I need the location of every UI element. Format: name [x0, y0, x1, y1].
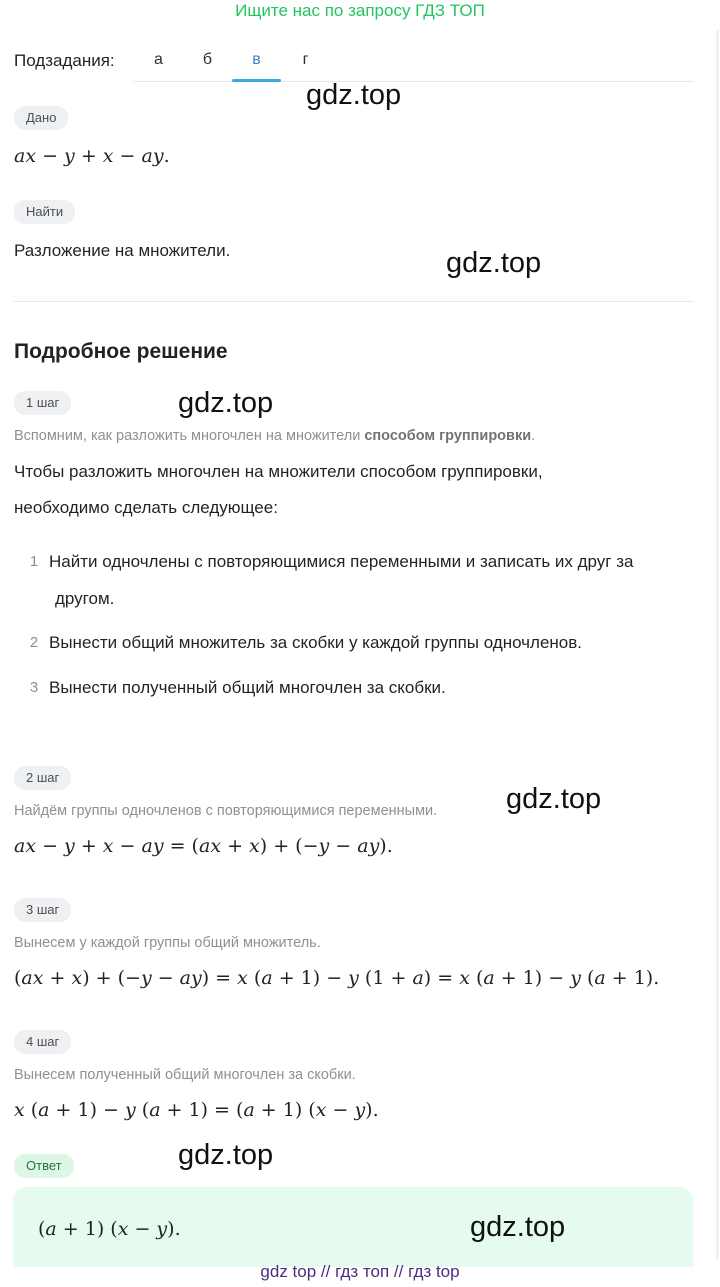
tab-b[interactable]: б	[202, 51, 213, 68]
step1-hint-bold: способом группировки	[364, 428, 532, 444]
find-text: Разложение на множители.	[14, 241, 231, 260]
footer-links[interactable]: gdz top // гдз топ // гдз top	[260, 1262, 460, 1281]
step3-formula: (ax + x) + (−y − ay) = x (a + 1) − y (1 + a) = x (a + 1) − y (a + 1).	[14, 967, 660, 989]
step4-hint: Вынесем полученный общий многочлен за скобки.	[14, 1067, 356, 1083]
given-formula: ax − y + x − ay.	[14, 145, 170, 167]
tab-v[interactable]: в	[232, 44, 281, 81]
find-label: Найти	[14, 200, 75, 224]
subtasks-tabs	[134, 44, 694, 82]
answer-badge	[14, 1154, 74, 1178]
step4-formula: x (a + 1) − y (a + 1) = (a + 1) (x − y).	[14, 1099, 379, 1121]
step2-label: 2 шаг	[14, 766, 71, 790]
list-item-1-number: 1	[29, 553, 39, 570]
given-label: Дано	[14, 106, 68, 130]
step2-badge	[14, 766, 71, 790]
watermark: gdz.top	[470, 1211, 566, 1243]
watermark: gdz.top	[446, 247, 542, 279]
watermark: gdz.top	[506, 783, 602, 815]
scrollbar[interactable]	[716, 30, 719, 1260]
step1-line2: необходимо сделать следующее:	[14, 498, 278, 517]
step3-label: 3 шаг	[14, 898, 71, 922]
watermark: gdz.top	[178, 387, 274, 419]
list-item-1-text: Найти одночлены с повторяющимися переменными и записать их друг за	[49, 552, 634, 571]
step4-badge	[14, 1030, 71, 1054]
step1-line1: Чтобы разложить многочлен на множители способом группировки,	[14, 462, 543, 481]
step1-badge	[14, 391, 71, 415]
step1-hint-suffix: .	[531, 428, 536, 444]
tab-a[interactable]: а	[154, 51, 163, 68]
step2-formula: ax − y + x − ay = (ax + x) + (−y − ay).	[14, 835, 393, 857]
step3-hint: Вынесем у каждой группы общий множитель.	[14, 935, 321, 951]
find-badge	[14, 200, 75, 224]
answer-formula: (a + 1) (x − y).	[38, 1218, 181, 1240]
list-item-2-text: Вынести общий множитель за скобки у каждой группы одночленов.	[49, 633, 583, 652]
list-item-2-number: 2	[29, 634, 39, 651]
subtasks-label: Подзадания:	[14, 51, 115, 70]
step1-label: 1 шаг	[14, 391, 71, 415]
answer-label: Ответ	[14, 1154, 74, 1178]
step2-hint: Найдём группы одночленов с повторяющимися переменными.	[14, 803, 438, 819]
search-banner: Ищите нас по запросу ГДЗ ТОП	[235, 1, 485, 20]
tab-g[interactable]: г	[302, 51, 309, 68]
list-item-3-text: Вынести полученный общий многочлен за скобки.	[49, 678, 446, 697]
watermark: gdz.top	[306, 79, 402, 111]
solution-heading: Подробное решение	[14, 340, 228, 363]
list-item-1-continuation: другом.	[55, 589, 115, 608]
list-item-3-number: 3	[29, 679, 39, 696]
step1-hint	[14, 427, 535, 445]
watermark: gdz.top	[178, 1139, 274, 1171]
section-divider	[14, 301, 694, 302]
step1-hint-prefix: Вспомним, как разложить многочлен на множители	[14, 428, 365, 444]
step3-badge	[14, 898, 71, 922]
given-badge	[14, 106, 68, 130]
step4-label: 4 шаг	[14, 1030, 71, 1054]
